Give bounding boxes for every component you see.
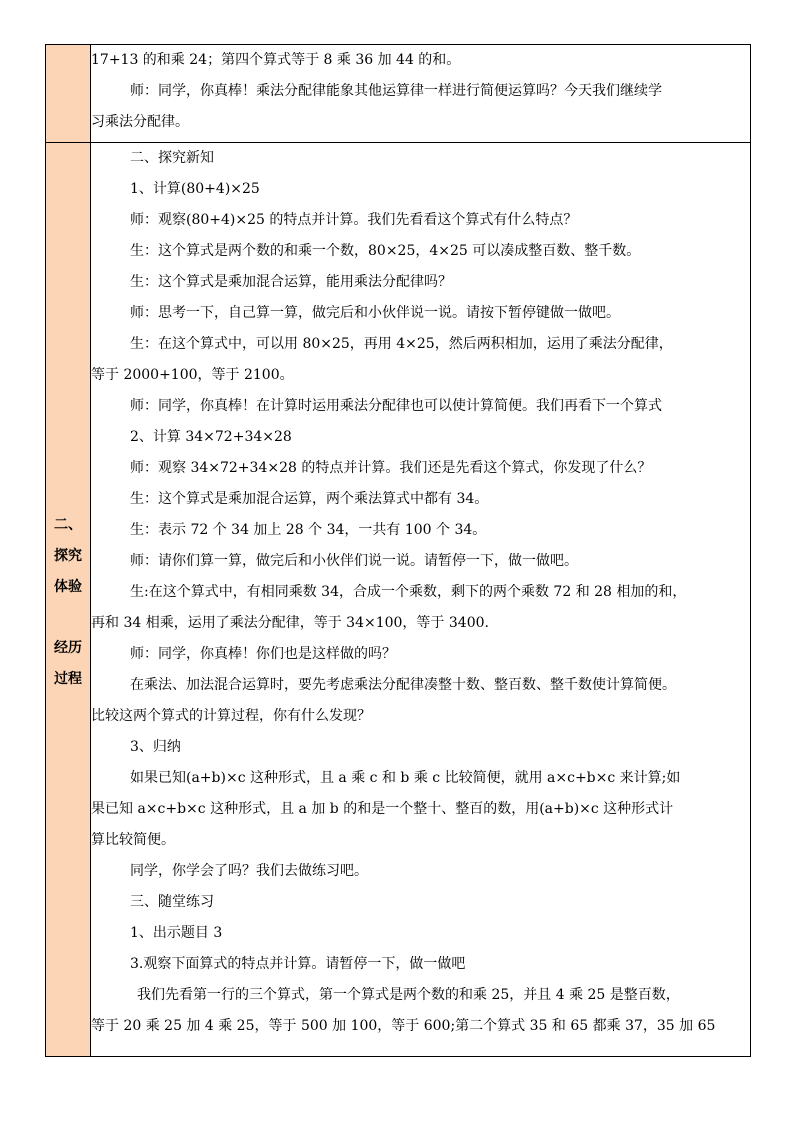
text-line: 我们先看第一行的三个算式，第一个算式是两个数的和乘 25，并且 4 乘 25 是整百数， (137, 987, 680, 1003)
text-line: 算比较简便。 (91, 832, 175, 848)
text-line: 生：表示 72 个 34 加上 28 个 34，一共有 100 个 34。 (130, 522, 487, 538)
text-line: 17+13 的和乘 24；第四个算式等于 8 乘 36 加 44 的和。 (91, 52, 461, 68)
text-line: 在乘法、加法混合运算时，要先考虑乘法分配律凑整十数、整百数、整千数使计算简便。 (130, 677, 676, 693)
side-label (46, 143, 90, 695)
table-row-continued (46, 45, 751, 143)
text-line: 1、计算(80+4)×25 (130, 181, 260, 197)
text-line: 生：这个算式是乘加混合运算，两个乘法算式中都有 34。 (130, 491, 489, 507)
text-line: 如果已知(a+b)×c 这种形式，且 a 乘 c 和 b 乘 c 比较简便，就用 a×c+b×c 来计算;如 (130, 770, 681, 786)
side-label-line: 探究 (54, 548, 82, 564)
text-line: 师：请你们算一算，做完后和小伙伴们说一说。请暂停一下，做一做吧。 (130, 553, 578, 569)
side-label-cell-top (46, 45, 91, 143)
text-line: 师：同学，你真棒！你们也是这样做的吗？ (130, 646, 396, 662)
table-row-explore (46, 143, 751, 1057)
content-cell-top (91, 45, 751, 143)
text-line: 比较这两个算式的计算过程，你有什么发现？ (91, 708, 371, 724)
text-line: 生：这个算式是两个数的和乘一个数，80×25，4×25 可以凑成整百数、整千数。 (130, 243, 641, 259)
text-line: 生：在这个算式中，可以用 80×25，再用 4×25，然后两积相加，运用了乘法分配律， (130, 336, 673, 352)
side-label-gap (46, 603, 90, 633)
text-line: 生：这个算式是乘加混合运算，能用乘法分配律吗？ (130, 274, 452, 290)
text-line: 3.观察下面算式的特点并计算。请暂停一下，做一做吧 (130, 956, 466, 972)
side-label-line: 二、 (54, 517, 82, 533)
text-line: 果已知 a×c+b×c 这种形式，且 a 加 b 的和是一个整十、整百的数，用(a+b)×c 这种形式计 (91, 801, 674, 817)
content-cell-main (91, 143, 751, 1057)
text-line: 师：同学，你真棒！在计算时运用乘法分配律也可以使计算简便。我们再看下一个算式 (130, 398, 662, 414)
side-label-line: 经历 (54, 640, 82, 656)
text-line: 等于 20 乘 25 加 4 乘 25，等于 500 加 100，等于 600;第二个算式 35 和 65 都乘 37，35 加 65 (91, 1018, 716, 1034)
text-line: 再和 34 相乘，运用了乘法分配律，等于 34×100，等于 3400. (91, 615, 489, 631)
side-label-line: 体验 (54, 579, 82, 595)
side-label-cell (46, 143, 91, 1057)
side-label-line: 过程 (54, 671, 82, 687)
text-line: 师：观察(80+4)×25 的特点并计算。我们先看看这个算式有什么特点？ (130, 212, 578, 228)
text-line: 习乘法分配律。 (91, 114, 189, 130)
text-line: 等于 2000+100，等于 2100。 (91, 367, 294, 383)
content-lines (91, 143, 750, 1042)
text-line: 同学，你学会了吗？我们去做练习吧。 (130, 863, 368, 879)
text-line: 二、探究新知 (130, 150, 214, 166)
text-line: 1、出示题目 3 (130, 925, 223, 941)
text-line: 三、随堂练习 (130, 894, 214, 910)
text-line: 师：同学，你真棒！乘法分配律能象其他运算律一样进行简便运算吗？今天我们继续学 (130, 83, 662, 99)
text-line: 3、归纳 (130, 739, 181, 755)
lesson-plan-table (45, 44, 751, 1057)
text-line: 师：观察 34×72+34×28 的特点并计算。我们还是先看这个算式，你发现了什么？ (130, 460, 652, 476)
text-line: 2、计算 34×72+34×28 (130, 429, 292, 445)
text-line: 师：思考一下，自己算一算，做完后和小伙伴说一说。请按下暂停键做一做吧。 (130, 305, 620, 321)
text-line: 生:在这个算式中，有相同乘数 34，合成一个乘数，剩下的两个乘数 72 和 28 相加的和， (130, 584, 687, 600)
